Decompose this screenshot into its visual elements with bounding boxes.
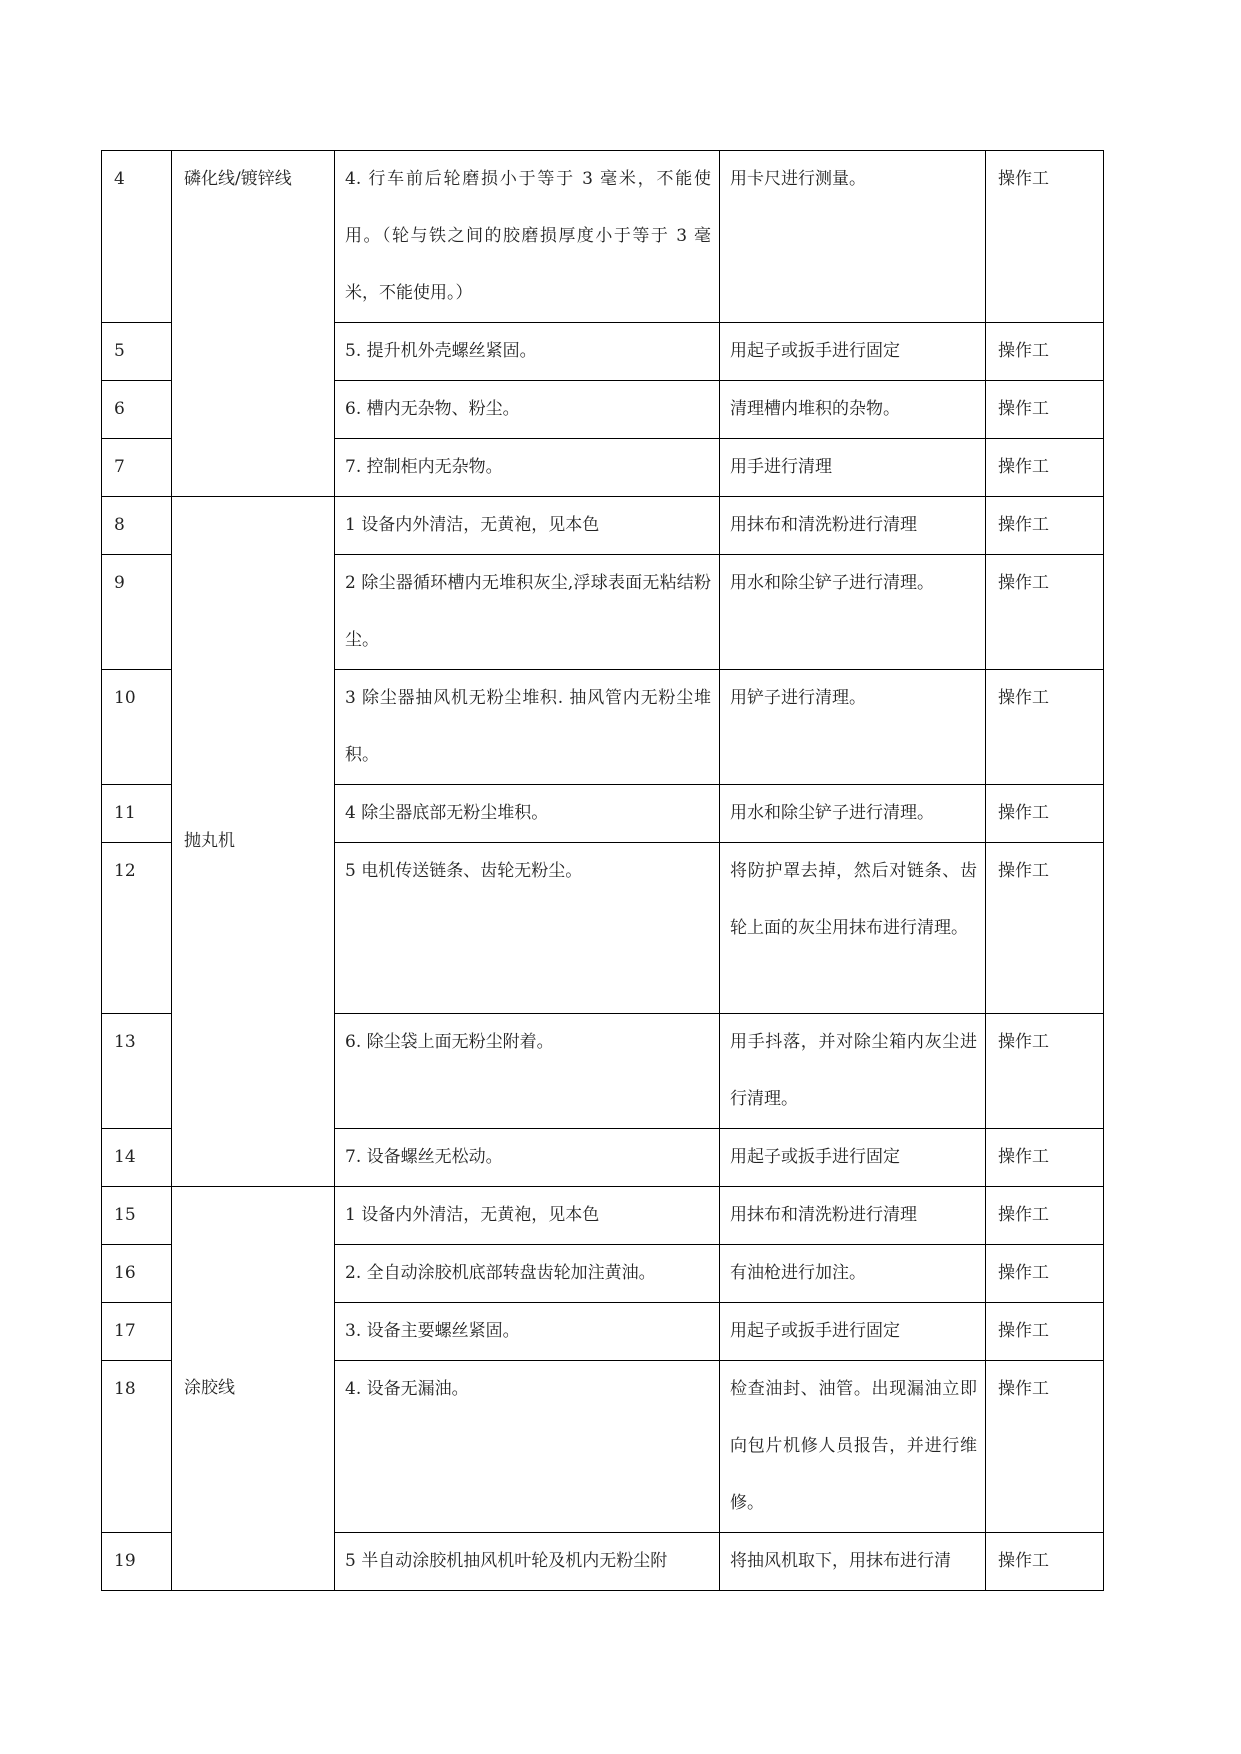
inspection-method: 清理槽内堆积的杂物。 (720, 381, 986, 439)
responsible-operator: 操作工 (986, 670, 1104, 785)
row-number: 16 (102, 1245, 172, 1303)
responsible-operator: 操作工 (986, 381, 1104, 439)
row-number: 15 (102, 1187, 172, 1245)
inspection-method: 用水和除尘铲子进行清理。 (720, 555, 986, 670)
responsible-operator: 操作工 (986, 1129, 1104, 1187)
inspection-requirement: 4 除尘器底部无粉尘堆积。 (335, 785, 720, 843)
inspection-method: 用起子或扳手进行固定 (720, 323, 986, 381)
responsible-operator: 操作工 (986, 1187, 1104, 1245)
inspection-method: 用起子或扳手进行固定 (720, 1129, 986, 1187)
responsible-operator: 操作工 (986, 1533, 1104, 1591)
responsible-operator: 操作工 (986, 843, 1104, 1014)
responsible-operator: 操作工 (986, 323, 1104, 381)
row-number: 17 (102, 1303, 172, 1361)
responsible-operator: 操作工 (986, 1245, 1104, 1303)
maintenance-table (101, 150, 1104, 1591)
row-number: 6 (102, 381, 172, 439)
inspection-requirement: 5 半自动涂胶机抽风机叶轮及机内无粉尘附 (335, 1533, 720, 1591)
device-name: 涂胶线 (172, 1187, 335, 1591)
device-name: 磷化线/镀锌线 (172, 151, 335, 497)
inspection-requirement: 6. 槽内无杂物、粉尘。 (335, 381, 720, 439)
row-number: 10 (102, 670, 172, 785)
inspection-requirement: 4. 设备无漏油。 (335, 1361, 720, 1533)
row-number: 9 (102, 555, 172, 670)
inspection-requirement: 6. 除尘袋上面无粉尘附着。 (335, 1014, 720, 1129)
inspection-method: 用铲子进行清理。 (720, 670, 986, 785)
inspection-method: 用水和除尘铲子进行清理。 (720, 785, 986, 843)
inspection-requirement: 7. 设备螺丝无松动。 (335, 1129, 720, 1187)
responsible-operator: 操作工 (986, 1361, 1104, 1533)
inspection-method: 用卡尺进行测量。 (720, 151, 986, 323)
inspection-method: 检查油封、油管。出现漏油立即向包片机修人员报告，并进行维修。 (720, 1361, 986, 1533)
inspection-requirement: 3. 设备主要螺丝紧固。 (335, 1303, 720, 1361)
inspection-method: 用起子或扳手进行固定 (720, 1303, 986, 1361)
table-row (102, 1187, 1104, 1245)
inspection-requirement: 5 电机传送链条、齿轮无粉尘。 (335, 843, 720, 1014)
row-number: 18 (102, 1361, 172, 1533)
row-number: 19 (102, 1533, 172, 1591)
responsible-operator: 操作工 (986, 151, 1104, 323)
responsible-operator: 操作工 (986, 1303, 1104, 1361)
responsible-operator: 操作工 (986, 1014, 1104, 1129)
table-row (102, 151, 1104, 323)
inspection-method: 用抹布和清洗粉进行清理 (720, 497, 986, 555)
device-name: 抛丸机 (172, 497, 335, 1187)
inspection-requirement: 4. 行车前后轮磨损小于等于 3 毫米，不能使用。（轮与铁之间的胶磨损厚度小于等于 3 毫米，不能使用。） (335, 151, 720, 323)
inspection-requirement: 2. 全自动涂胶机底部转盘齿轮加注黄油。 (335, 1245, 720, 1303)
row-number: 14 (102, 1129, 172, 1187)
inspection-requirement: 2 除尘器循环槽内无堆积灰尘,浮球表面无粘结粉尘。 (335, 555, 720, 670)
responsible-operator: 操作工 (986, 439, 1104, 497)
row-number: 7 (102, 439, 172, 497)
row-number: 8 (102, 497, 172, 555)
inspection-method: 有油枪进行加注。 (720, 1245, 986, 1303)
inspection-method: 用抹布和清洗粉进行清理 (720, 1187, 986, 1245)
inspection-method: 将防护罩去掉，然后对链条、齿轮上面的灰尘用抹布进行清理。 (720, 843, 986, 1014)
responsible-operator: 操作工 (986, 555, 1104, 670)
row-number: 4 (102, 151, 172, 323)
inspection-requirement: 3 除尘器抽风机无粉尘堆积. 抽风管内无粉尘堆积。 (335, 670, 720, 785)
row-number: 5 (102, 323, 172, 381)
responsible-operator: 操作工 (986, 497, 1104, 555)
inspection-requirement: 5. 提升机外壳螺丝紧固。 (335, 323, 720, 381)
responsible-operator: 操作工 (986, 785, 1104, 843)
table-row (102, 497, 1104, 555)
inspection-method: 将抽风机取下，用抹布进行清 (720, 1533, 986, 1591)
inspection-requirement: 1 设备内外清洁，无黄袍，见本色 (335, 1187, 720, 1245)
row-number: 11 (102, 785, 172, 843)
inspection-method: 用手进行清理 (720, 439, 986, 497)
row-number: 12 (102, 843, 172, 1014)
inspection-method: 用手抖落，并对除尘箱内灰尘进行清理。 (720, 1014, 986, 1129)
inspection-requirement: 1 设备内外清洁，无黄袍，见本色 (335, 497, 720, 555)
maintenance-table-body (102, 151, 1104, 1591)
inspection-requirement: 7. 控制柜内无杂物。 (335, 439, 720, 497)
row-number: 13 (102, 1014, 172, 1129)
